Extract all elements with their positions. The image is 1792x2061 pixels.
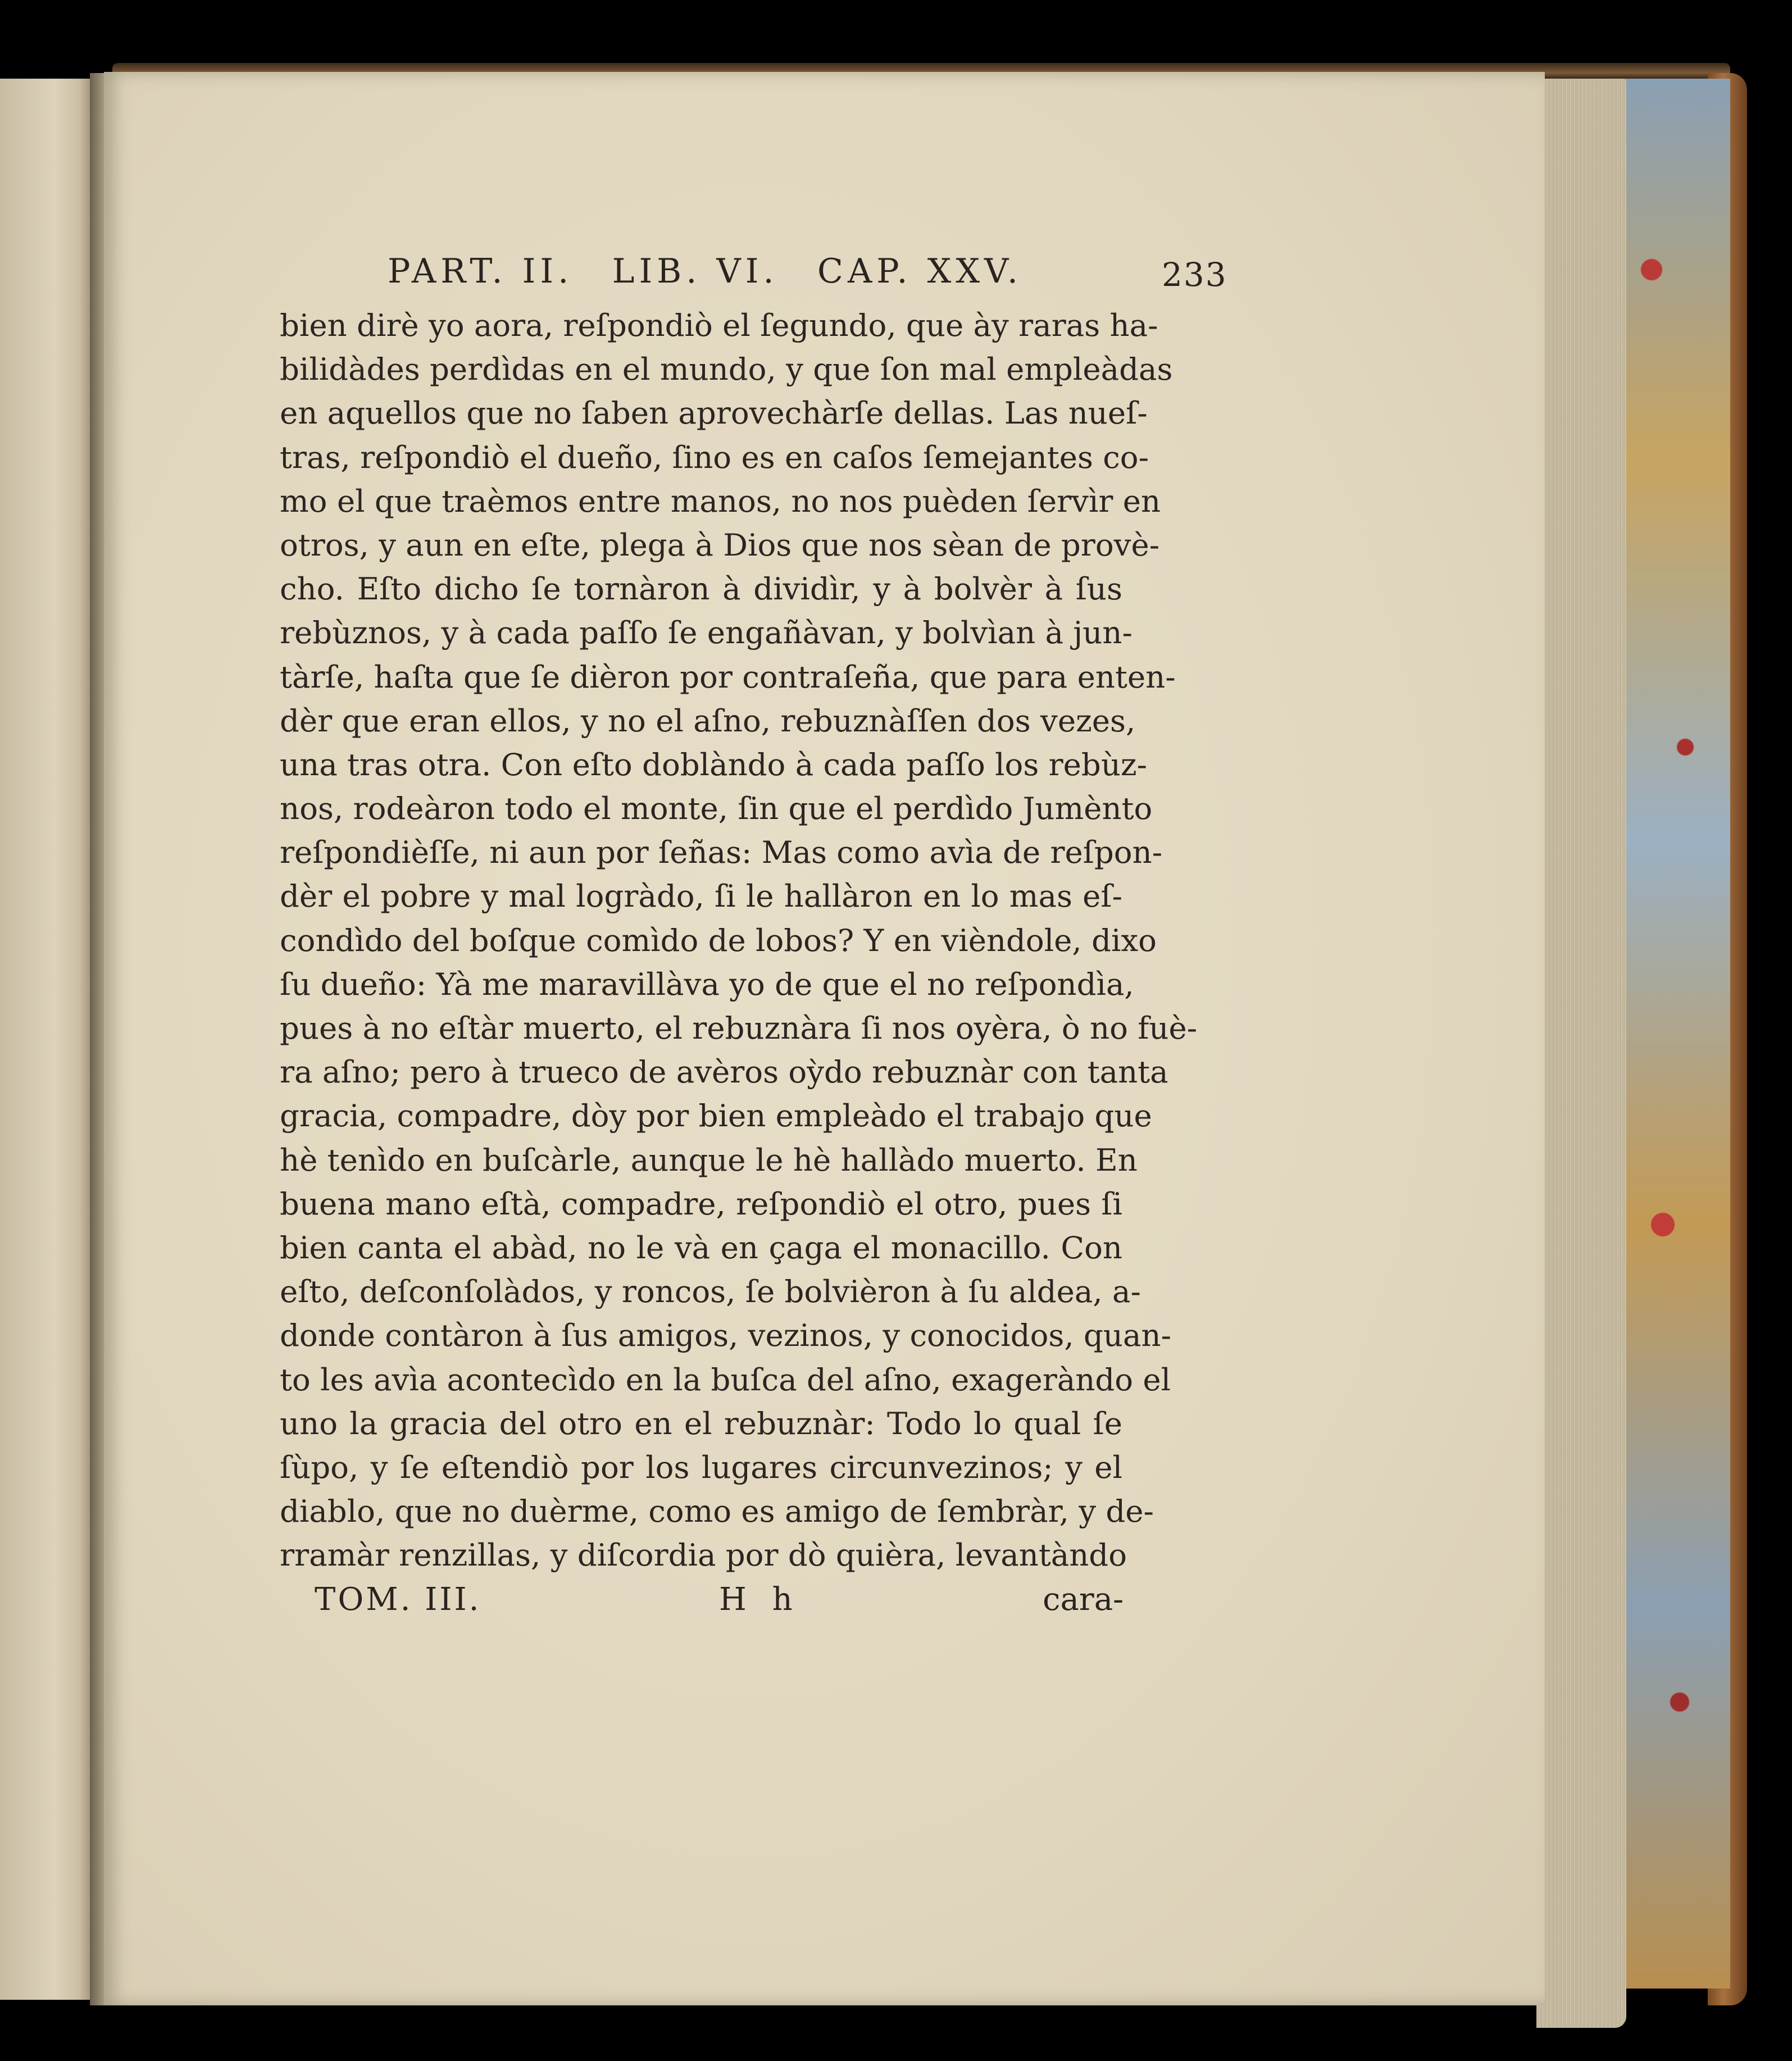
page-fore-edge (1536, 79, 1626, 2028)
body-text (280, 303, 1198, 1577)
running-head (388, 252, 1022, 291)
text-line: en aquellos que no ſaben aprovechàrſe dellas. Las nueſ- (280, 395, 1148, 431)
text-line: ſùpo, y ſe eſtendiò por los lugares circunvezinos; y el (280, 1449, 1122, 1485)
text-line: dèr que eran ellos, y no el aſno, rebuznàſſen dos vezes, (280, 702, 1136, 739)
text-line: mo el que traèmos entre manos, no nos puèden ſervìr en (280, 483, 1161, 519)
text-line: diablo, que no duèrme, como es amigo de ſembràr, y de- (280, 1493, 1154, 1530)
text-line: reſpondièſſe, ni aun por ſeñas: Mas como avìa de reſpon- (280, 834, 1163, 871)
running-head-chapter: CAP. XXV. (817, 252, 1022, 291)
text-line: donde contàron à ſus amigos, vezinos, y conocidos, quan- (280, 1317, 1172, 1354)
marbled-cover (1618, 79, 1730, 1989)
text-line: una tras otra. Con eſto doblàndo à cada paſſo los rebùz- (280, 746, 1148, 782)
text-line: uno la gracia del otro en el rebuznàr: Todo lo qual ſe (280, 1405, 1122, 1441)
text-line: bien dirè yo aora, reſpondiò el ſegundo, que ày raras ha- (280, 307, 1158, 343)
text-line: to les avìa acontecìdo en la buſca del aſno, exageràndo el (280, 1361, 1171, 1398)
facing-page (0, 79, 98, 2000)
page-number: 233 (1162, 256, 1227, 294)
text-line: pues à no eſtàr muerto, el rebuznàra ſi nos oyèra, ò no fuè- (280, 1010, 1198, 1046)
running-head-part: PART. II. (388, 252, 574, 291)
text-line: tàrſe, haſta que ſe dièron por contraſeña, que para enten- (280, 658, 1176, 695)
text-line: rramàr renzillas, y diſcordia por dò quièra, levantàndo (280, 1537, 1127, 1573)
text-line: eſto, deſconſolàdos, y roncos, ſe bolvièron à ſu aldea, a- (280, 1273, 1141, 1310)
text-line: tras, reſpondiò el dueño, ſino es en caſos ſemejantes co- (280, 439, 1149, 475)
text-line: rebùznos, y à cada paſſo ſe engañàvan, y bolvìan à jun- (280, 615, 1132, 651)
text-line: nos, rodeàron todo el monte, ſin que el perdìdo Jumènto (280, 790, 1153, 827)
text-line: ſu dueño: Yà me maravillàva yo de que el no reſpondìa, (280, 966, 1134, 1002)
catchword: cara- (1043, 1581, 1124, 1618)
text-line: dèr el pobre y mal logràdo, ſi le hallàron en lo mas eſ- (280, 878, 1122, 915)
text-line: ra aſno; pero à trueco de avèros oỳdo rebuznàr con tanta (280, 1054, 1168, 1090)
signature-mark: H h (719, 1581, 801, 1618)
running-head-book: LIB. VI. (612, 252, 779, 291)
text-line: bien canta el abàd, no le và en çaga el monacillo. Con (280, 1229, 1122, 1266)
volume-label: TOM. III. (315, 1581, 481, 1618)
text-line: gracia, compadre, dòy por bien empleàdo el trabajo que (280, 1098, 1152, 1134)
text-line: condìdo del boſque comìdo de lobos? Y en vièndole, dixo (280, 922, 1157, 958)
text-line: hè tenìdo en buſcàrle, aunque le hè hallàdo muerto. En (280, 1141, 1138, 1178)
text-line: otros, y aun en eſte, plega à Dios que nos sèan de provè- (280, 526, 1160, 563)
text-line: buena mano eſtà, compadre, reſpondiò el otro, pues ſi (280, 1185, 1122, 1222)
text-line: bilidàdes perdìdas en el mundo, y que ſon mal empleàdas (280, 351, 1173, 388)
text-line: cho. Eſto dicho ſe tornàron à dividìr, y à bolvèr à ſus (280, 571, 1122, 607)
